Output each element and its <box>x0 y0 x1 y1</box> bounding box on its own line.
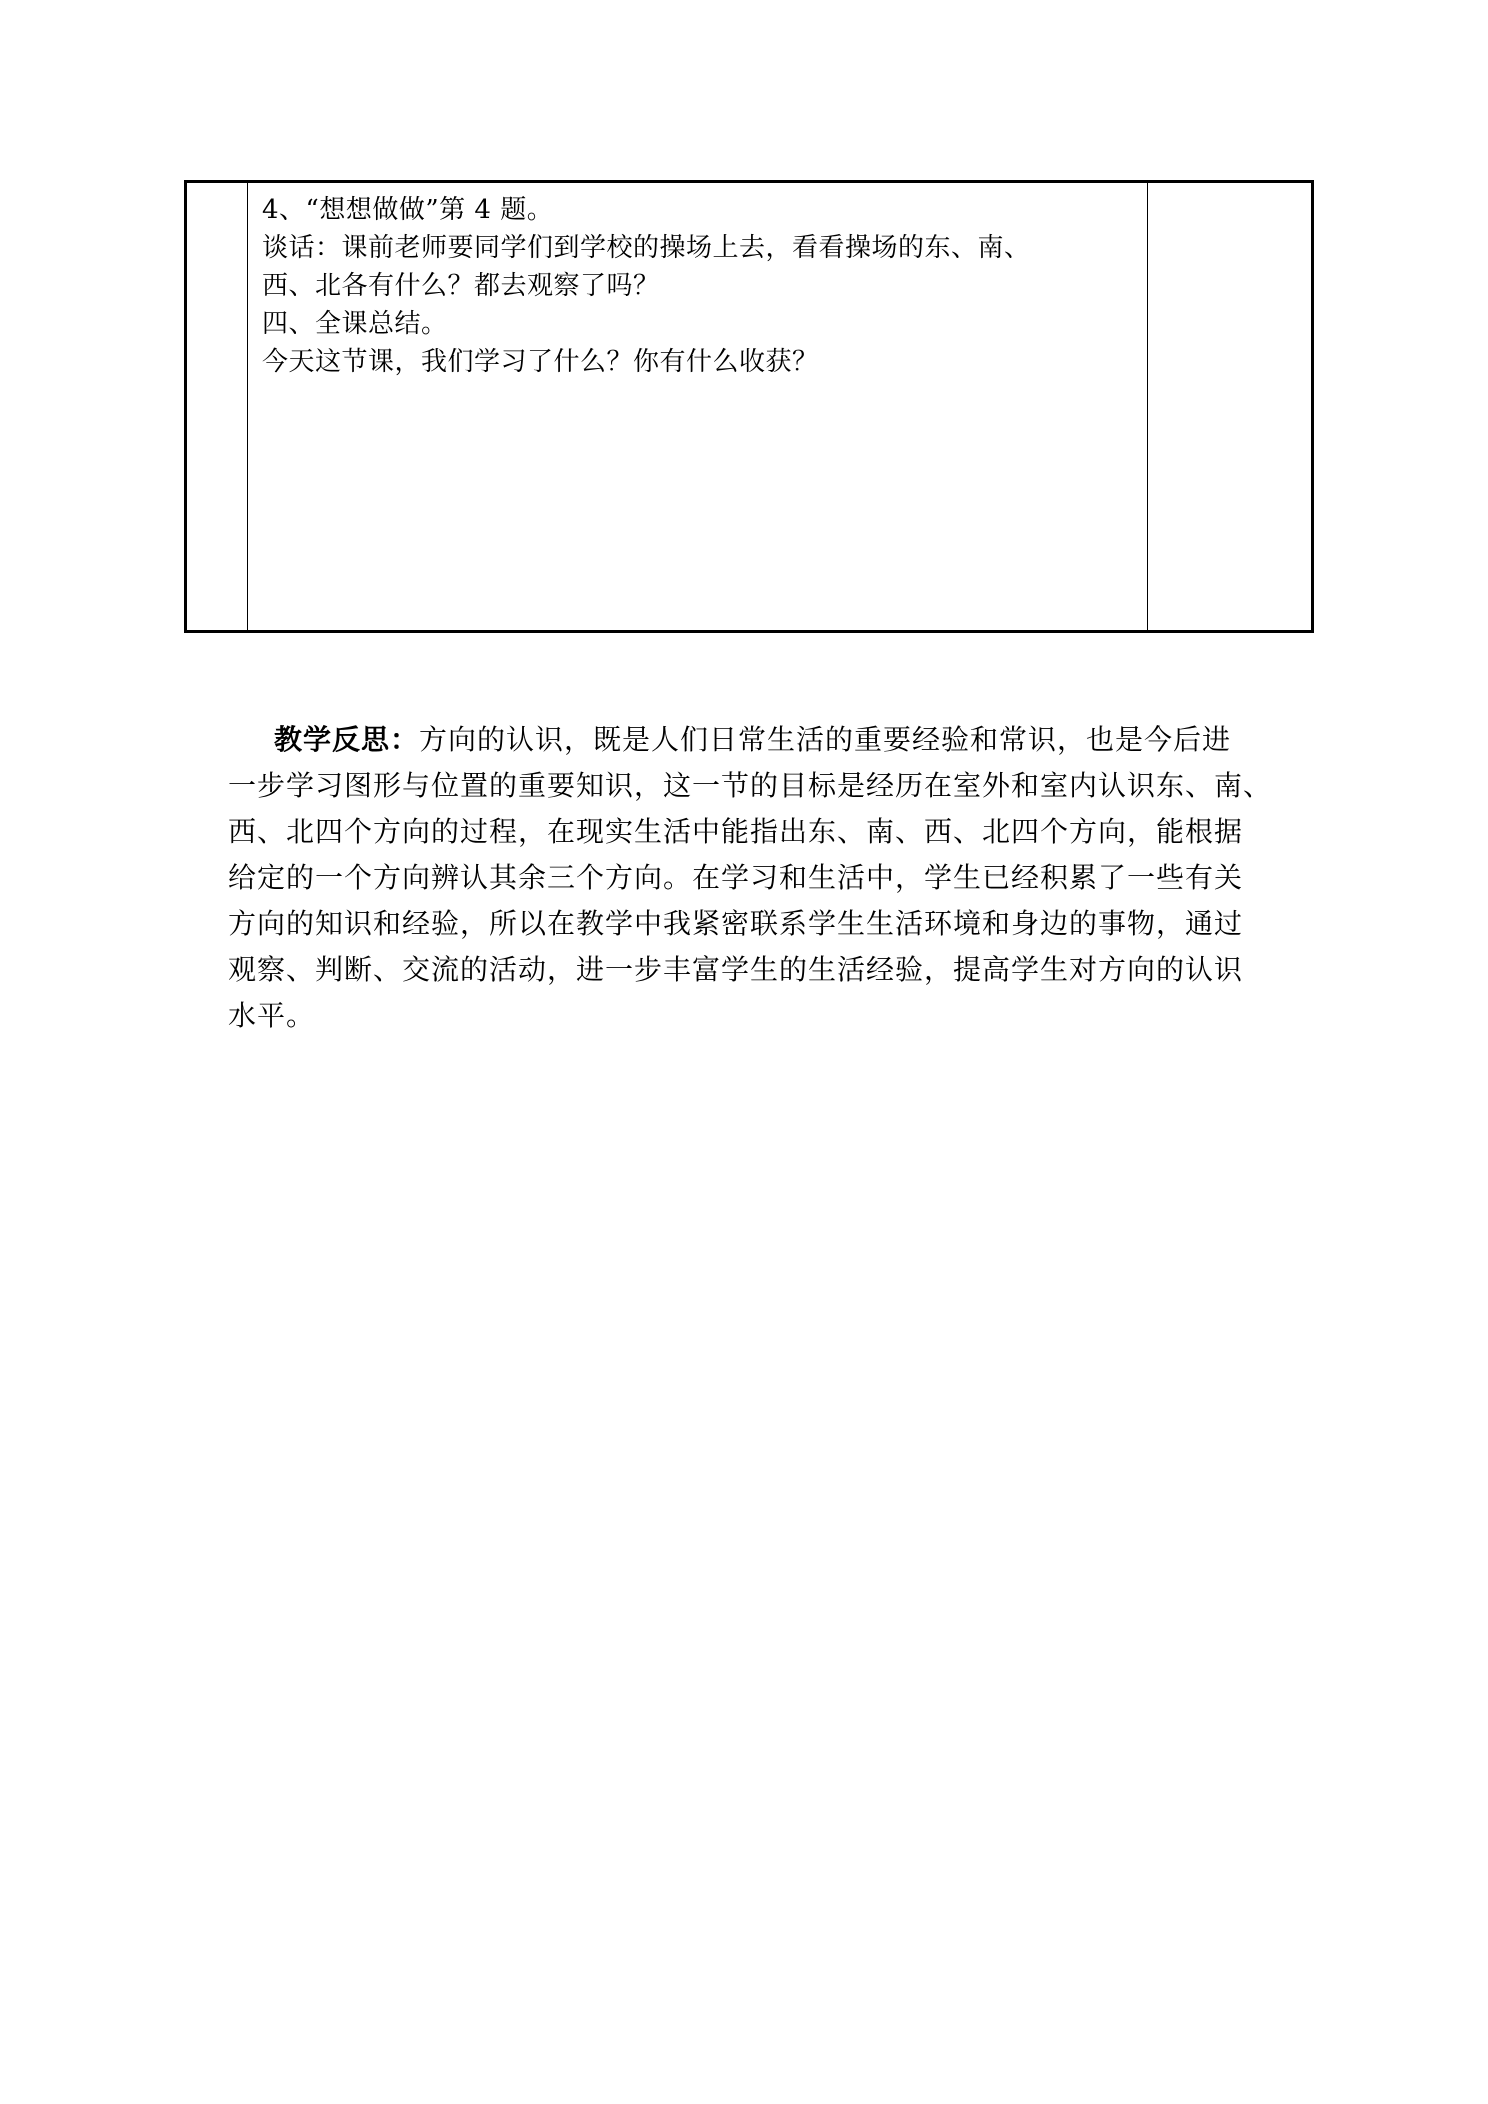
reflection-line: 水平。 <box>228 999 316 1032</box>
table-left-cell <box>187 183 248 630</box>
cell-line-summary-heading: 四、全课总结。 <box>262 309 448 339</box>
reflection-line <box>228 717 1276 763</box>
reflection-line: 给定的一个方向辨认其余三个方向。在学习和生活中，学生已经积累了一些有关 <box>228 861 1244 894</box>
reflection-line: 西、北四个方向的过程，在现实生活中能指出东、南、西、北四个方向，能根据 <box>228 815 1244 848</box>
reflection-line: 方向的知识和经验，所以在教学中我紧密联系学生生活环境和身边的事物，通过 <box>228 907 1244 940</box>
reflection-line: 一步学习图形与位置的重要知识，这一节的目标是经历在室外和室内认识东、南、 <box>228 769 1273 802</box>
table-right-cell <box>1148 183 1311 630</box>
cell-line-exercise: 4、“想想做做”第 4 题。 <box>262 195 554 225</box>
cell-line-talk: 谈话：课前老师要同学们到学校的操场上去，看看操场的东、南、 <box>262 233 1031 263</box>
table-main-cell <box>248 183 1148 630</box>
reflection-text: 方向的认识，既是人们日常生活的重要经验和常识，也是今后进 <box>419 723 1232 756</box>
reflection-label: 教学反思： <box>274 723 420 756</box>
teaching-reflection <box>228 717 1276 1039</box>
cell-line-talk-cont: 西、北各有什么？都去观察了吗？ <box>262 271 660 301</box>
reflection-line: 观察、判断、交流的活动，进一步丰富学生的生活经验，提高学生对方向的认识 <box>228 953 1244 986</box>
lesson-plan-table <box>184 180 1314 633</box>
cell-line-summary-question: 今天这节课，我们学习了什么？你有什么收获？ <box>262 347 819 377</box>
